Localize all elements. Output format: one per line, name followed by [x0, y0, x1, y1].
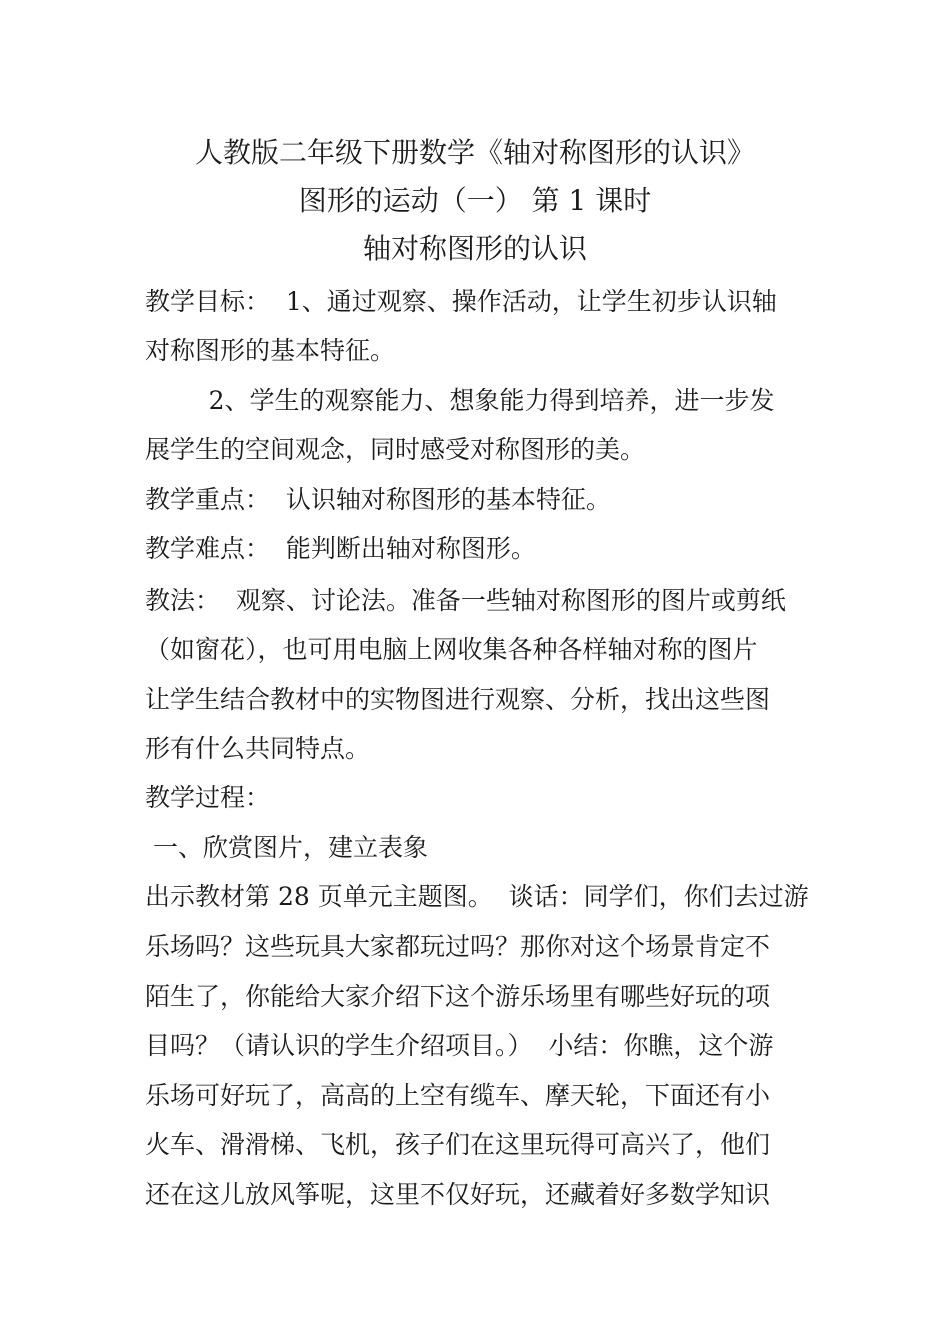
teaching-key-point: 教学重点： 认识轴对称图形的基本特征。: [145, 485, 611, 514]
section-heading-1: 一、欣赏图片，建立表象: [145, 833, 428, 862]
process-paragraph-line-1: 出示教材第 28 页单元主题图。 谈话：同学们，你们去过游: [145, 882, 809, 911]
lesson-topic-heading: 轴对称图形的认识: [362, 232, 587, 265]
process-paragraph-line-7: 还在这儿放风筝呢，这里不仅好玩，还藏着好多数学知识: [145, 1180, 771, 1209]
teaching-goal-line-1: 教学目标： 1、通过观察、操作活动，让学生初步认识轴: [145, 287, 777, 316]
process-paragraph-line-4: 目吗？（请认识的学生介绍项目。） 小结：你瞧，这个游: [145, 1031, 774, 1060]
teaching-process-heading: 教学过程：: [145, 783, 271, 812]
process-paragraph-line-6: 火车、滑滑梯、飞机，孩子们在这里玩得可高兴了，他们: [145, 1130, 771, 1159]
lesson-unit-heading: 图形的运动（一） 第 1 课时: [298, 184, 652, 217]
teaching-goal-line-3: 2、学生的观察能力、想象能力得到培养，进一步发: [145, 386, 775, 415]
document-title: 人教版二年级下册数学《轴对称图形的认识》: [194, 136, 755, 169]
process-paragraph-line-3: 陌生了，你能给大家介绍下这个游乐场里有哪些好玩的项: [145, 982, 771, 1011]
process-paragraph-line-2: 乐场吗？这些玩具大家都玩过吗？那你对这个场景肯定不: [145, 932, 771, 961]
teaching-method-line-3: 让学生结合教材中的实物图进行观察、分析，找出这些图: [145, 685, 771, 714]
teaching-method-line-2: （如窗花），也可用电脑上网收集各种各样轴对称的图片: [145, 635, 758, 664]
process-paragraph-line-5: 乐场可好玩了，高高的上空有缆车、摩天轮，下面还有小: [145, 1081, 771, 1110]
teaching-goal-line-2: 对称图形的基本特征。: [145, 336, 396, 365]
teaching-goal-line-4: 展学生的空间观念，同时感受对称图形的美。: [145, 435, 646, 464]
teaching-method-line-1: 教法： 观察、讨论法。准备一些轴对称图形的图片或剪纸: [145, 586, 786, 615]
teaching-difficulty: 教学难点： 能判断出轴对称图形。: [145, 534, 536, 563]
teaching-method-line-4: 形有什么共同特点。: [145, 734, 371, 763]
